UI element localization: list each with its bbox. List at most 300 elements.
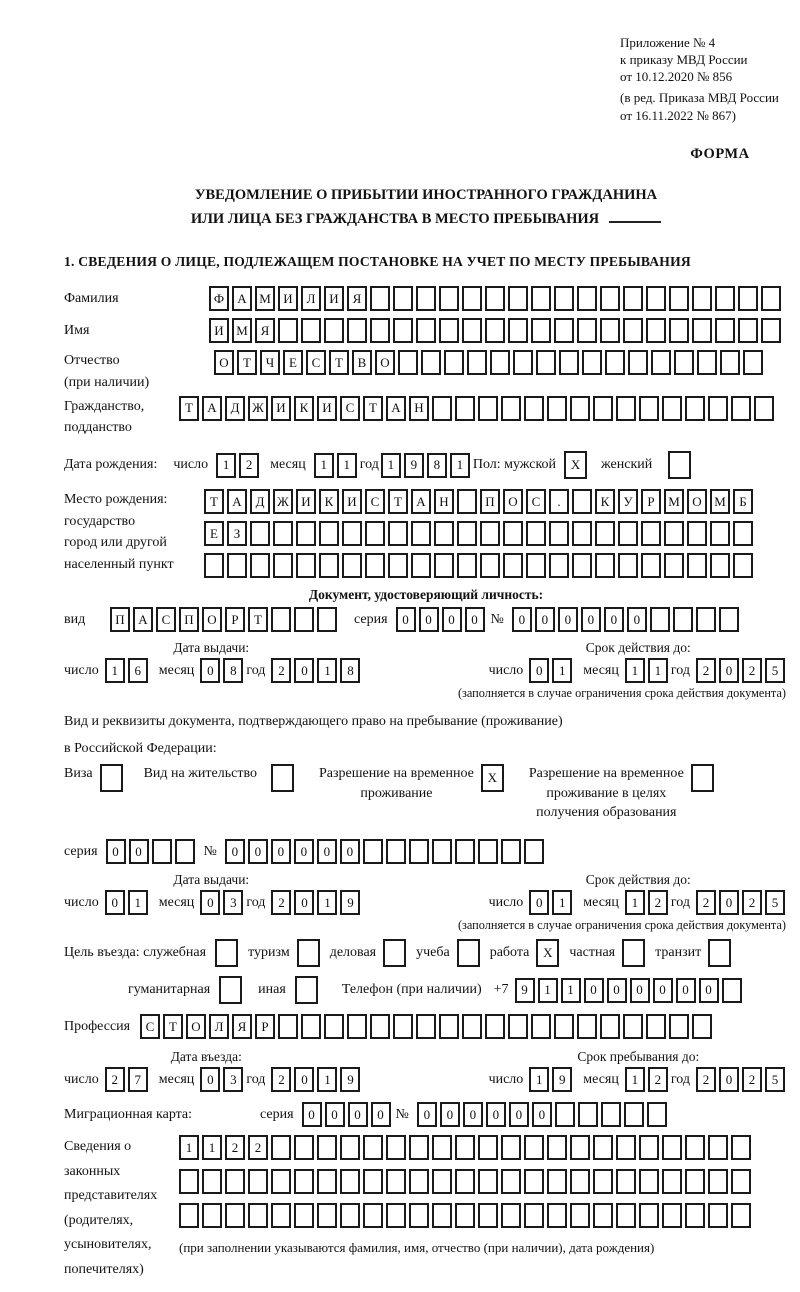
char-cell[interactable]: М	[664, 489, 684, 514]
char-cell[interactable]	[271, 1135, 291, 1160]
legal-reps-line2-input[interactable]	[179, 1169, 754, 1194]
char-cell[interactable]	[593, 1203, 613, 1228]
char-cell[interactable]	[669, 1014, 689, 1039]
char-cell[interactable]	[572, 521, 592, 546]
char-cell[interactable]	[731, 1203, 751, 1228]
char-cell[interactable]	[600, 1014, 620, 1039]
char-cell[interactable]	[570, 1169, 590, 1194]
char-cell[interactable]: 1	[202, 1135, 222, 1160]
char-cell[interactable]: 0	[607, 978, 627, 1003]
char-cell[interactable]: 2	[648, 890, 668, 915]
char-cell[interactable]	[370, 318, 390, 343]
char-cell[interactable]	[731, 1135, 751, 1160]
char-cell[interactable]	[738, 286, 758, 311]
profession-input[interactable]	[140, 1014, 715, 1039]
char-cell[interactable]	[455, 396, 475, 421]
char-cell[interactable]	[600, 286, 620, 311]
char-cell[interactable]	[582, 350, 602, 375]
char-cell[interactable]: И	[342, 489, 362, 514]
purpose-other-checkbox[interactable]	[295, 976, 318, 1004]
char-cell[interactable]	[294, 607, 314, 632]
char-cell[interactable]	[572, 553, 592, 578]
char-cell[interactable]	[531, 1014, 551, 1039]
char-cell[interactable]	[650, 607, 670, 632]
char-cell[interactable]: 0	[294, 890, 314, 915]
char-cell[interactable]: 2	[696, 658, 716, 683]
char-cell[interactable]	[616, 1169, 636, 1194]
char-cell[interactable]: Е	[283, 350, 303, 375]
char-cell[interactable]: 0	[294, 839, 314, 864]
char-cell[interactable]	[743, 350, 763, 375]
char-cell[interactable]: Т	[329, 350, 349, 375]
char-cell[interactable]	[618, 521, 638, 546]
char-cell[interactable]	[524, 1169, 544, 1194]
char-cell[interactable]	[572, 489, 592, 514]
doc-issue-day[interactable]	[105, 658, 151, 683]
temp-residence-checkbox[interactable]	[481, 764, 504, 792]
char-cell[interactable]: А	[227, 489, 247, 514]
char-cell[interactable]	[668, 451, 691, 479]
char-cell[interactable]: 0	[419, 607, 439, 632]
char-cell[interactable]: Я	[232, 1014, 252, 1039]
char-cell[interactable]	[347, 1014, 367, 1039]
char-cell[interactable]	[601, 1102, 621, 1127]
char-cell[interactable]	[501, 1203, 521, 1228]
sex-female-checkbox[interactable]	[668, 451, 691, 479]
char-cell[interactable]	[731, 1169, 751, 1194]
purpose-study-checkbox[interactable]	[457, 939, 480, 967]
char-cell[interactable]	[457, 553, 477, 578]
char-cell[interactable]: Я	[255, 318, 275, 343]
migration-number-input[interactable]	[417, 1102, 670, 1127]
char-cell[interactable]: Д	[225, 396, 245, 421]
char-cell[interactable]	[432, 1203, 452, 1228]
char-cell[interactable]	[708, 1203, 728, 1228]
char-cell[interactable]	[593, 1169, 613, 1194]
char-cell[interactable]	[616, 1135, 636, 1160]
char-cell[interactable]: 2	[271, 658, 291, 683]
char-cell[interactable]	[227, 553, 247, 578]
char-cell[interactable]: 0	[627, 607, 647, 632]
char-cell[interactable]	[662, 1203, 682, 1228]
char-cell[interactable]	[271, 764, 294, 792]
char-cell[interactable]: 2	[696, 1067, 716, 1092]
char-cell[interactable]: 2	[742, 890, 762, 915]
char-cell[interactable]	[340, 1135, 360, 1160]
char-cell[interactable]: О	[503, 489, 523, 514]
char-cell[interactable]	[685, 1203, 705, 1228]
char-cell[interactable]	[720, 350, 740, 375]
char-cell[interactable]	[715, 318, 735, 343]
char-cell[interactable]: Н	[434, 489, 454, 514]
stay-year[interactable]	[696, 1067, 788, 1092]
char-cell[interactable]: 2	[248, 1135, 268, 1160]
char-cell[interactable]	[605, 350, 625, 375]
birth-month-input[interactable]	[314, 453, 360, 478]
char-cell[interactable]: 1	[561, 978, 581, 1003]
char-cell[interactable]: 8	[340, 658, 360, 683]
char-cell[interactable]	[664, 521, 684, 546]
char-cell[interactable]	[722, 978, 742, 1003]
char-cell[interactable]	[202, 1203, 222, 1228]
char-cell[interactable]: Р	[641, 489, 661, 514]
char-cell[interactable]	[363, 1203, 383, 1228]
char-cell[interactable]: А	[232, 286, 252, 311]
char-cell[interactable]	[363, 1135, 383, 1160]
char-cell[interactable]: 3	[223, 890, 243, 915]
legal-reps-line1-input[interactable]	[179, 1135, 754, 1160]
char-cell[interactable]	[715, 286, 735, 311]
char-cell[interactable]	[386, 1203, 406, 1228]
char-cell[interactable]: С	[156, 607, 176, 632]
name-input[interactable]	[209, 318, 784, 343]
char-cell[interactable]	[761, 286, 781, 311]
char-cell[interactable]	[388, 553, 408, 578]
char-cell[interactable]: К	[294, 396, 314, 421]
char-cell[interactable]	[388, 521, 408, 546]
char-cell[interactable]: 0	[463, 1102, 483, 1127]
char-cell[interactable]: 2	[742, 1067, 762, 1092]
char-cell[interactable]: С	[365, 489, 385, 514]
char-cell[interactable]	[409, 1169, 429, 1194]
char-cell[interactable]: С	[340, 396, 360, 421]
char-cell[interactable]	[708, 1135, 728, 1160]
char-cell[interactable]: 9	[340, 1067, 360, 1092]
char-cell[interactable]: 0	[248, 839, 268, 864]
char-cell[interactable]	[363, 839, 383, 864]
char-cell[interactable]	[508, 318, 528, 343]
entry-month[interactable]	[200, 1067, 246, 1092]
char-cell[interactable]: 1	[381, 453, 401, 478]
char-cell[interactable]	[531, 318, 551, 343]
char-cell[interactable]: А	[386, 396, 406, 421]
char-cell[interactable]: 1	[552, 658, 572, 683]
char-cell[interactable]	[639, 396, 659, 421]
char-cell[interactable]	[462, 1014, 482, 1039]
char-cell[interactable]: О	[202, 607, 222, 632]
char-cell[interactable]	[662, 1169, 682, 1194]
char-cell[interactable]: 0	[340, 839, 360, 864]
char-cell[interactable]: 2	[239, 453, 259, 478]
visa-checkbox[interactable]	[100, 764, 123, 792]
purpose-private-checkbox[interactable]	[622, 939, 645, 967]
char-cell[interactable]	[455, 1135, 475, 1160]
char-cell[interactable]	[278, 318, 298, 343]
char-cell[interactable]	[485, 1014, 505, 1039]
char-cell[interactable]	[710, 553, 730, 578]
birth-place-line2-input[interactable]	[204, 521, 756, 546]
char-cell[interactable]	[317, 1203, 337, 1228]
char-cell[interactable]	[478, 396, 498, 421]
char-cell[interactable]	[501, 396, 521, 421]
char-cell[interactable]	[708, 396, 728, 421]
char-cell[interactable]: И	[209, 318, 229, 343]
char-cell[interactable]	[754, 396, 774, 421]
char-cell[interactable]: 2	[742, 658, 762, 683]
char-cell[interactable]	[455, 1169, 475, 1194]
char-cell[interactable]: 1	[105, 658, 125, 683]
char-cell[interactable]	[503, 553, 523, 578]
doc-issue-year[interactable]	[271, 658, 363, 683]
char-cell[interactable]: О	[687, 489, 707, 514]
char-cell[interactable]: Ж	[248, 396, 268, 421]
char-cell[interactable]: 1	[625, 890, 645, 915]
sex-male-checkbox[interactable]	[564, 451, 587, 479]
residence-expiry-day[interactable]	[529, 890, 575, 915]
char-cell[interactable]: 8	[223, 658, 243, 683]
char-cell[interactable]	[685, 1169, 705, 1194]
char-cell[interactable]: С	[526, 489, 546, 514]
char-cell[interactable]	[365, 521, 385, 546]
char-cell[interactable]: И	[278, 286, 298, 311]
char-cell[interactable]: 0	[465, 607, 485, 632]
char-cell[interactable]: И	[324, 286, 344, 311]
char-cell[interactable]	[317, 1169, 337, 1194]
char-cell[interactable]: П	[480, 489, 500, 514]
char-cell[interactable]	[616, 1203, 636, 1228]
char-cell[interactable]: 7	[128, 1067, 148, 1092]
char-cell[interactable]	[480, 521, 500, 546]
char-cell[interactable]	[383, 939, 406, 967]
char-cell[interactable]: .	[549, 489, 569, 514]
birth-day-input[interactable]	[216, 453, 262, 478]
char-cell[interactable]: Ж	[273, 489, 293, 514]
char-cell[interactable]: М	[255, 286, 275, 311]
surname-input[interactable]	[209, 286, 784, 311]
char-cell[interactable]	[595, 521, 615, 546]
purpose-work-checkbox[interactable]	[536, 939, 559, 967]
char-cell[interactable]	[439, 318, 459, 343]
char-cell[interactable]: З	[227, 521, 247, 546]
char-cell[interactable]	[733, 521, 753, 546]
char-cell[interactable]: Т	[237, 350, 257, 375]
char-cell[interactable]	[215, 939, 238, 967]
residence-issue-month[interactable]	[200, 890, 246, 915]
citizenship-input[interactable]	[179, 396, 777, 421]
char-cell[interactable]	[478, 1169, 498, 1194]
char-cell[interactable]	[490, 350, 510, 375]
char-cell[interactable]	[623, 286, 643, 311]
char-cell[interactable]	[600, 318, 620, 343]
purpose-humanitarian-checkbox[interactable]	[219, 976, 242, 1004]
char-cell[interactable]	[295, 976, 318, 1004]
char-cell[interactable]: Ф	[209, 286, 229, 311]
char-cell[interactable]: 0	[325, 1102, 345, 1127]
entry-day[interactable]	[105, 1067, 151, 1092]
char-cell[interactable]: 0	[271, 839, 291, 864]
char-cell[interactable]: 0	[699, 978, 719, 1003]
char-cell[interactable]	[439, 286, 459, 311]
char-cell[interactable]: Т	[163, 1014, 183, 1039]
char-cell[interactable]	[508, 1014, 528, 1039]
char-cell[interactable]	[485, 286, 505, 311]
entry-year[interactable]	[271, 1067, 363, 1092]
char-cell[interactable]	[669, 318, 689, 343]
phone-input[interactable]	[515, 978, 745, 1003]
char-cell[interactable]	[342, 521, 362, 546]
char-cell[interactable]	[761, 318, 781, 343]
char-cell[interactable]: Т	[179, 396, 199, 421]
char-cell[interactable]: 2	[696, 890, 716, 915]
char-cell[interactable]	[478, 839, 498, 864]
char-cell[interactable]: 1	[529, 1067, 549, 1092]
legal-reps-line3-input[interactable]	[179, 1203, 754, 1228]
char-cell[interactable]	[179, 1169, 199, 1194]
doc-expiry-day[interactable]	[529, 658, 575, 683]
char-cell[interactable]	[696, 607, 716, 632]
char-cell[interactable]	[647, 1102, 667, 1127]
char-cell[interactable]: 1	[552, 890, 572, 915]
char-cell[interactable]: 0	[529, 658, 549, 683]
char-cell[interactable]	[409, 1203, 429, 1228]
char-cell[interactable]: X	[536, 939, 559, 967]
char-cell[interactable]	[577, 318, 597, 343]
char-cell[interactable]: Т	[204, 489, 224, 514]
char-cell[interactable]	[570, 396, 590, 421]
char-cell[interactable]	[674, 350, 694, 375]
char-cell[interactable]: 0	[653, 978, 673, 1003]
char-cell[interactable]: 0	[512, 607, 532, 632]
char-cell[interactable]	[554, 1014, 574, 1039]
char-cell[interactable]: О	[214, 350, 234, 375]
char-cell[interactable]: А	[411, 489, 431, 514]
char-cell[interactable]	[386, 1169, 406, 1194]
char-cell[interactable]	[462, 318, 482, 343]
char-cell[interactable]: 0	[442, 607, 462, 632]
char-cell[interactable]	[687, 521, 707, 546]
char-cell[interactable]	[457, 939, 480, 967]
residence-number-input[interactable]	[225, 839, 547, 864]
char-cell[interactable]: 0	[486, 1102, 506, 1127]
char-cell[interactable]: А	[202, 396, 222, 421]
char-cell[interactable]: 1	[216, 453, 236, 478]
char-cell[interactable]	[363, 1169, 383, 1194]
char-cell[interactable]: 3	[223, 1067, 243, 1092]
char-cell[interactable]	[697, 350, 717, 375]
char-cell[interactable]: 0	[630, 978, 650, 1003]
char-cell[interactable]	[531, 286, 551, 311]
char-cell[interactable]	[301, 1014, 321, 1039]
char-cell[interactable]	[347, 318, 367, 343]
char-cell[interactable]	[250, 553, 270, 578]
char-cell[interactable]: 0	[396, 607, 416, 632]
char-cell[interactable]	[554, 318, 574, 343]
char-cell[interactable]: 6	[128, 658, 148, 683]
char-cell[interactable]: О	[186, 1014, 206, 1039]
char-cell[interactable]: 5	[765, 658, 785, 683]
purpose-business-checkbox[interactable]	[215, 939, 238, 967]
char-cell[interactable]	[559, 350, 579, 375]
char-cell[interactable]	[365, 553, 385, 578]
char-cell[interactable]: 1	[337, 453, 357, 478]
char-cell[interactable]	[434, 553, 454, 578]
char-cell[interactable]	[547, 396, 567, 421]
char-cell[interactable]	[708, 939, 731, 967]
char-cell[interactable]: 1	[317, 658, 337, 683]
char-cell[interactable]	[296, 553, 316, 578]
char-cell[interactable]	[409, 1135, 429, 1160]
char-cell[interactable]: 0	[719, 1067, 739, 1092]
birth-year-input[interactable]	[381, 453, 473, 478]
char-cell[interactable]: 0	[581, 607, 601, 632]
char-cell[interactable]: 9	[515, 978, 535, 1003]
char-cell[interactable]: 2	[105, 1067, 125, 1092]
char-cell[interactable]	[577, 1014, 597, 1039]
char-cell[interactable]	[478, 1135, 498, 1160]
char-cell[interactable]: 0	[558, 607, 578, 632]
doc-expiry-year[interactable]	[696, 658, 788, 683]
char-cell[interactable]: 0	[440, 1102, 460, 1127]
char-cell[interactable]	[462, 286, 482, 311]
char-cell[interactable]	[549, 521, 569, 546]
char-cell[interactable]: 0	[371, 1102, 391, 1127]
char-cell[interactable]	[595, 553, 615, 578]
char-cell[interactable]	[271, 1169, 291, 1194]
char-cell[interactable]	[439, 1014, 459, 1039]
char-cell[interactable]	[738, 318, 758, 343]
char-cell[interactable]	[524, 1203, 544, 1228]
char-cell[interactable]: Л	[209, 1014, 229, 1039]
char-cell[interactable]	[646, 286, 666, 311]
char-cell[interactable]	[416, 318, 436, 343]
char-cell[interactable]	[432, 839, 452, 864]
char-cell[interactable]	[547, 1169, 567, 1194]
char-cell[interactable]	[432, 396, 452, 421]
char-cell[interactable]	[508, 286, 528, 311]
char-cell[interactable]	[393, 318, 413, 343]
char-cell[interactable]: 2	[648, 1067, 668, 1092]
doc-number-input[interactable]	[512, 607, 742, 632]
char-cell[interactable]: 0	[604, 607, 624, 632]
stay-month[interactable]	[625, 1067, 671, 1092]
char-cell[interactable]: 0	[719, 890, 739, 915]
char-cell[interactable]	[577, 286, 597, 311]
char-cell[interactable]	[100, 764, 123, 792]
char-cell[interactable]: Т	[363, 396, 383, 421]
char-cell[interactable]	[467, 350, 487, 375]
char-cell[interactable]: 0	[200, 1067, 220, 1092]
char-cell[interactable]	[731, 396, 751, 421]
char-cell[interactable]	[319, 521, 339, 546]
char-cell[interactable]: 1	[128, 890, 148, 915]
char-cell[interactable]: 0	[584, 978, 604, 1003]
char-cell[interactable]: 5	[765, 890, 785, 915]
doc-series-input[interactable]	[396, 607, 488, 632]
char-cell[interactable]	[639, 1203, 659, 1228]
char-cell[interactable]: 8	[427, 453, 447, 478]
char-cell[interactable]: Е	[204, 521, 224, 546]
char-cell[interactable]: 0	[129, 839, 149, 864]
char-cell[interactable]	[294, 1203, 314, 1228]
char-cell[interactable]: 1	[538, 978, 558, 1003]
char-cell[interactable]	[297, 939, 320, 967]
char-cell[interactable]	[526, 553, 546, 578]
char-cell[interactable]	[342, 553, 362, 578]
purpose-transit-checkbox[interactable]	[708, 939, 731, 967]
char-cell[interactable]	[623, 1014, 643, 1039]
char-cell[interactable]	[526, 521, 546, 546]
char-cell[interactable]	[432, 1169, 452, 1194]
char-cell[interactable]	[513, 350, 533, 375]
char-cell[interactable]	[455, 839, 475, 864]
char-cell[interactable]	[324, 318, 344, 343]
birth-place-line1-input[interactable]	[204, 489, 756, 514]
residence-issue-day[interactable]	[105, 890, 151, 915]
patronymic-input[interactable]	[214, 350, 766, 375]
char-cell[interactable]: Ч	[260, 350, 280, 375]
char-cell[interactable]	[434, 521, 454, 546]
char-cell[interactable]	[524, 1135, 544, 1160]
